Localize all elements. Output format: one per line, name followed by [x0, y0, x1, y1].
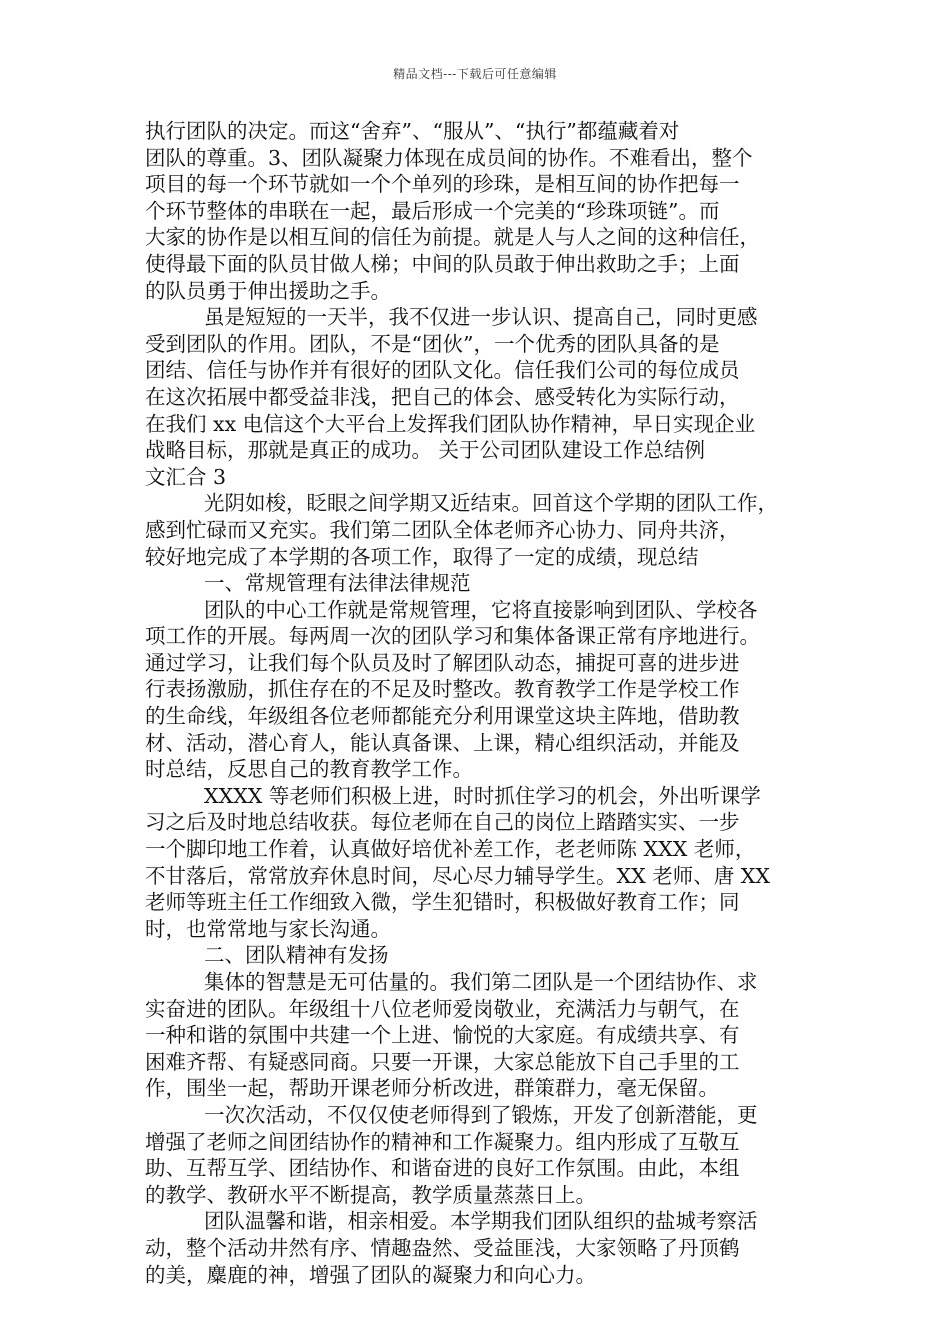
text-line: 文汇合 3 [145, 464, 227, 489]
text-line: 团队的尊重。3、团队凝聚力体现在成员间的协作。不难看出，整个 [145, 145, 753, 170]
text-line: 增强了老师之间团结协作的精神和工作凝聚力。组内形成了互敬互 [145, 1129, 740, 1154]
text-line: XXXX 等老师们积极上进，时时抓住学习的机会，外出听课学 [204, 783, 761, 808]
text-line: 实奋进的团队。年级组十八位老师爱岗敬业，充满活力与朝气，在 [145, 996, 740, 1021]
text-line: 虽是短短的一天半，我不仅进一步认识、提高自己，同时更感 [204, 305, 758, 330]
text-line: 项工作的开展。每两周一次的团队学习和集体备课正常有序地进行。 [145, 624, 760, 649]
text-line: 老师等班主任工作细致入微，学生犯错时，积极做好教育工作；同 [145, 890, 740, 915]
text-line: 不甘落后，常常放弃休息时间，尽心尽力辅导学生。XX 老师、唐 XX [145, 863, 770, 888]
text-line: 大家的协作是以相互间的信任为前提。就是人与人之间的这种信任， [145, 225, 760, 250]
text-line: 作，围坐一起，帮助开课老师分析改进，群策群力，毫无保留。 [145, 1076, 719, 1101]
text-line: 一个脚印地工作着，认真做好培优补差工作，老老师陈 XXX 老师， [145, 837, 756, 862]
document-body [145, 118, 810, 1288]
text-line: 在这次拓展中都受益非浅，把自己的体会、感受转化为实际行动， [145, 384, 740, 409]
text-line: 项目的每一个环节就如一个个单列的珍珠，是相互间的协作把每一 [145, 172, 740, 197]
text-line: 团队温馨和谐，相亲相爱。本学期我们团队组织的盐城考察活 [204, 1209, 758, 1234]
text-line: 一种和谐的氛围中共建一个上进、愉悦的大家庭。有成绩共享、有 [145, 1023, 740, 1048]
text-line: 团队的中心工作就是常规管理，它将直接影响到团队、学校各 [204, 597, 758, 622]
text-line: 的教学、教研水平不断提高，教学质量蒸蒸日上。 [145, 1182, 596, 1207]
text-line: 行表扬激励，抓住存在的不足及时整改。教育教学工作是学校工作 [145, 677, 740, 702]
text-line: 的生命线，年级组各位老师都能充分利用课堂这块主阵地，借助教 [145, 704, 740, 729]
text-line: 在我们 xx 电信这个大平台上发挥我们团队协作精神，早日实现企业 [145, 411, 756, 436]
text-line: 材、活动，潜心育人，能认真备课、上课，精心组织活动，并能及 [145, 730, 740, 755]
text-line: 执行团队的决定。而这“舍弃”、“服从”、“执行”都蕴藏着对 [145, 119, 680, 143]
text-line: 较好地完成了本学期的各项工作，取得了一定的成绩，现总结 [145, 544, 699, 569]
text-line: 一、常规管理有法律法律规范 [204, 571, 471, 596]
text-line: 使得最下面的队员甘做人梯；中间的队员敢于伸出救助之手；上面 [145, 251, 740, 276]
text-line: 受到团队的作用。团队，不是“团伙”，一个优秀的团队具备的是 [145, 331, 720, 356]
text-line: 时，也常常地与家长沟通。 [145, 916, 391, 941]
text-line: 困难齐帮、有疑惑同商。只要一开课，大家总能放下自己手里的工 [145, 1049, 740, 1074]
text-line: 习之后及时地总结收获。每位老师在自己的岗位上踏踏实实、一步 [145, 810, 740, 835]
text-line: 战略目标，那就是真正的成功。 关于公司团队建设工作总结例 [145, 438, 706, 463]
text-line: 一次次活动，不仅仅使老师得到了锻炼，开发了创新潜能，更 [204, 1102, 758, 1127]
text-line: 团结、信任与协作并有很好的团队文化。信任我们公司的每位成员 [145, 358, 740, 383]
text-line: 的队员勇于伸出援助之手。 [145, 278, 391, 303]
text-line: 个环节整体的串联在一起，最后形成一个完美的“珍珠项链”。而 [145, 198, 720, 223]
page-header: 精品文档---下载后可任意编辑 [393, 67, 557, 81]
text-line: 集体的智慧是无可估量的。我们第二团队是一个团结协作、求 [204, 970, 758, 994]
text-line: 助、互帮互学、团结协作、和谐奋进的良好工作氛围。由此，本组 [145, 1156, 740, 1181]
text-line: 感到忙碌而又充实。我们第二团队全体老师齐心协力、同舟共济， [145, 517, 740, 542]
text-line: 通过学习，让我们每个队员及时了解团队动态，捕捉可喜的进步进 [145, 650, 740, 675]
text-line: 二、团队精神有发扬 [204, 943, 389, 968]
text-line: 光阴如梭，眨眼之间学期又近结束。回首这个学期的团队工作， [204, 491, 778, 516]
text-line: 动，整个活动井然有序、情趣盎然、受益匪浅，大家领略了丹顶鹤 [145, 1235, 740, 1260]
text-line: 时总结，反思自己的教育教学工作。 [145, 757, 473, 782]
text-line: 的美，麋鹿的神，增强了团队的凝聚力和向心力。 [145, 1262, 596, 1287]
